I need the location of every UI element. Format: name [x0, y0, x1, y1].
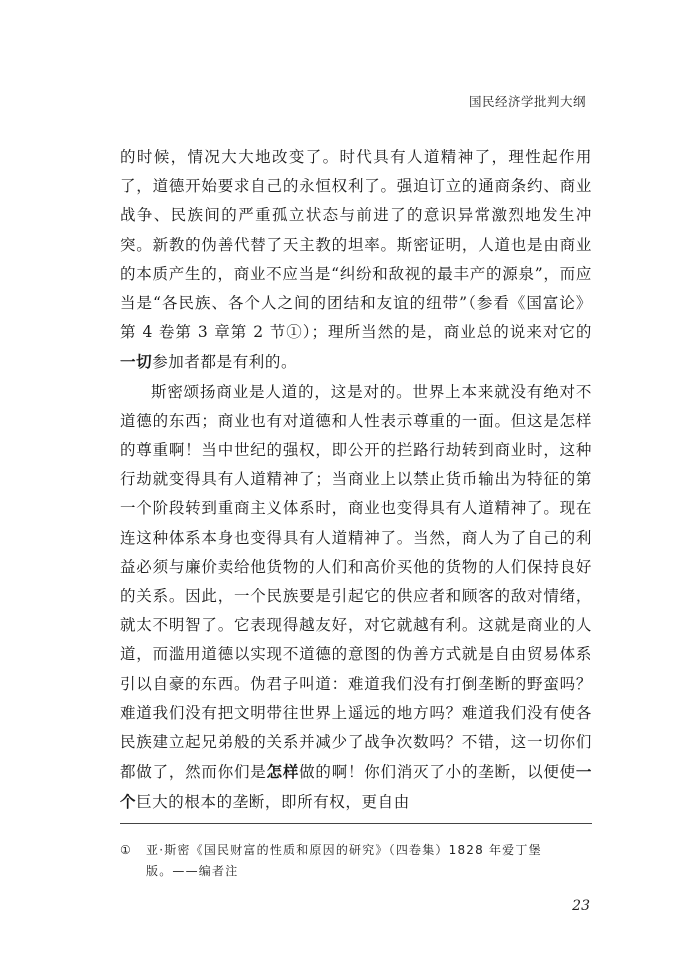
- paragraph-1-emphasis: 一切: [120, 352, 153, 372]
- paragraph-2-emphasis-2: 一个: [120, 762, 593, 812]
- footnote-line-2: [120, 861, 592, 882]
- footnote-text-1: 亚·斯密《国民财富的性质和原因的研究》（四卷集）1828 年爱丁堡: [146, 843, 542, 857]
- footnote: [120, 840, 592, 882]
- running-head-title: 国民经济学批判大纲: [468, 94, 586, 109]
- main-text-block: [120, 143, 592, 818]
- footnote-reference: ①: [286, 323, 303, 342]
- paragraph-2-part-1: 斯密颂扬商业是人道的，这是对的。世界上本来就没有绝对不道德的东西；商业也有对道德和人性表示尊重的一面。但这是怎样的尊重啊！当中世纪的强权，即公开的拦路行劫转到商业时，这种行劫就变得具有人道精神了；当商业上以禁止货币输出为特征的第一个阶段转到重商主义体系时，商业也变得具有人道精神了。现在连这种体系本身也变得具有人道精神了。当然，商人为了自己的利益必须与廉价卖给他货物的人们和高价买他的货物的人们保持良好的关系。因此，一个民族要是引起它的供应者和顾客的敌对情绪，就太不明智了。它表现得越友好，对它就越有利。这就是商业的人道，而滥用道德以实现不道德的意图的伪善方式就是自由贸易体系引以自豪的东西。伪君子叫道：难道我们没有打倒垄断的野蛮吗？难道我们没有把文明带往世界上遥远的地方吗？难道我们没有使各民族建立起兄弟般的关系并减少了战争次数吗？不错，这一切你们都做了，然而你们是: [120, 382, 592, 782]
- paragraph-1-text: 的时候，情况大大地改变了。时代具有人道精神了，理性起作用了，道德开始要求自己的永恒权利了。强迫订立的通商条约、商业战争、民族间的严重孤立状态与前进了的意识异常激烈地发生冲突。新教的伪善代替了天主教的坦率。斯密证明，人道也是由商业的本质产生的，商业不应当是“纠纷和敌视的最丰产的源泉”，而应当是“各民族、各个人之间的团结和友谊的纽带”（参看《国富论》第 4 卷第 3 章第 2 节: [120, 148, 592, 342]
- paragraph-1: [120, 143, 592, 378]
- page-number: 23: [572, 898, 590, 914]
- footnote-divider: [120, 823, 592, 824]
- paragraph-2-part-3: 巨大的根本的垄断，即所有权，更自由: [136, 793, 410, 812]
- paragraph-2: [120, 378, 592, 818]
- paragraph-2-part-2: 做的啊！你们消灭了小的垄断，以便使: [299, 763, 576, 782]
- footnote-line-1: [120, 840, 592, 861]
- footnote-mark: ①: [120, 843, 132, 857]
- paragraph-1-text-end: 参加者都是有利的。: [152, 353, 298, 372]
- footnote-text-2: 版。——编者注: [146, 864, 239, 878]
- paragraph-2-emphasis-1: 怎样: [266, 762, 300, 782]
- paragraph-1-text-after: ）；理所当然的是，商业总的说来对它的: [302, 323, 592, 342]
